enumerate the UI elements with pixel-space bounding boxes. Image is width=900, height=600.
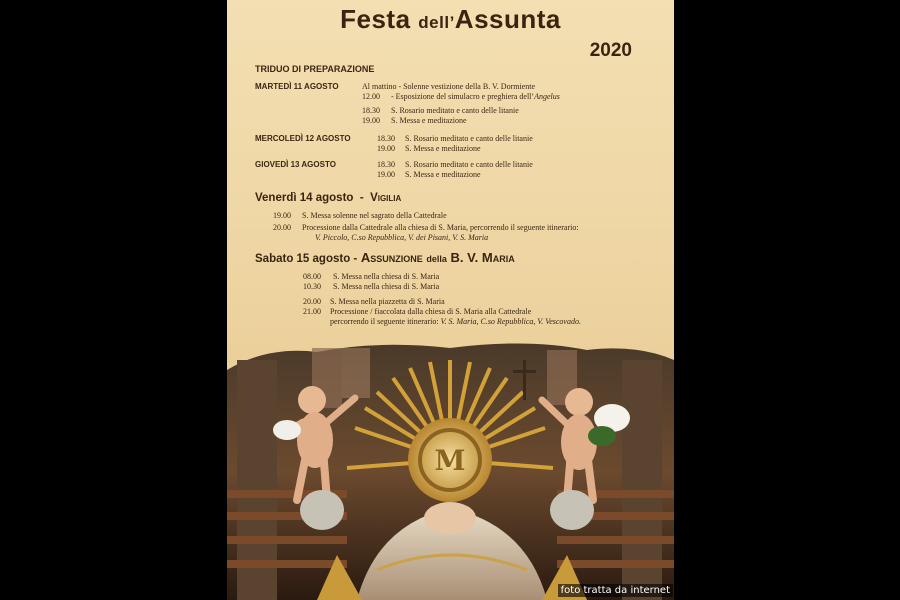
schedule-time: 18.30 — [377, 160, 395, 169]
schedule-line: S. Messa e meditazione — [405, 170, 481, 179]
schedule-time: 12.00 — [362, 92, 380, 101]
triduo-heading: TRIDUO DI PREPARAZIONE — [255, 64, 375, 74]
schedule-line: S. Messa nella chiesa di S. Maria — [333, 272, 440, 281]
schedule-time: 21.00 — [303, 307, 321, 316]
schedule-time: 20.00 — [273, 223, 291, 232]
schedule-line: percorrendo il seguente itinerario: V. S. Maria, C.so Repubblica, V. Vescovado. — [330, 317, 581, 326]
schedule-time: 08.00 — [303, 272, 321, 281]
schedule-line: S. Rosario meditato e canto delle litanie — [405, 134, 533, 143]
title-festa: Festa — [340, 4, 411, 34]
schedule-time: 18.30 — [362, 106, 380, 115]
schedule-line: - Esposizione del simulacro e preghiera dell’Angelus — [391, 92, 560, 101]
day-label-thursday: GIOVEDÌ 13 AGOSTO — [255, 160, 336, 169]
schedule-line: V. Piccolo, C.so Repubblica, V. dei Pisani, V. S. Maria — [315, 233, 489, 242]
schedule-line: S. Messa e meditazione — [405, 144, 481, 153]
title-dell: dell’ — [418, 13, 455, 32]
poster-title — [227, 4, 674, 35]
schedule-time: 19.00 — [273, 211, 291, 220]
day-label-tuesday: MARTEDÌ 11 AGOSTO — [255, 82, 339, 91]
schedule-time: 18.30 — [377, 134, 395, 143]
schedule-time: 20.00 — [303, 297, 321, 306]
madonna-dormiente-photo — [227, 340, 674, 600]
schedule-line: Al mattino - Solenne vestizione della B. V. Dormiente — [362, 82, 536, 91]
vigilia-heading: Venerdì 14 agosto - Vigilia — [255, 192, 402, 204]
schedule-line: Processione / fiaccolata dalla chiesa di S. Maria alla Cattedrale — [330, 307, 532, 316]
svg-text:M: M — [434, 444, 466, 477]
schedule-line: S. Messa solenne nel sagrato della Cattedrale — [302, 211, 447, 220]
schedule-time: 19.00 — [377, 170, 395, 179]
day-label-wednesday: MERCOLEDÌ 12 AGOSTO — [255, 134, 351, 143]
title-assunta: Assunta — [454, 4, 561, 34]
schedule-time: 19.00 — [362, 116, 380, 125]
schedule-line: Processione dalla Cattedrale alla chiesa di S. Maria, percorrendo il seguente itinerario: — [302, 223, 579, 232]
event-poster — [227, 0, 674, 600]
schedule-line: S. Messa nella piazzetta di S. Maria — [330, 297, 445, 306]
schedule-line: S. Messa nella chiesa di S. Maria — [333, 282, 440, 291]
poster-year: 2020 — [589, 40, 632, 61]
photo-credit: foto tratta da internet — [558, 584, 673, 597]
schedule-time: 19.00 — [377, 144, 395, 153]
schedule-time: 10.30 — [303, 282, 321, 291]
schedule-line: S. Messa e meditazione — [391, 116, 467, 125]
schedule-line: S. Rosario meditato e canto delle litanie — [391, 106, 519, 115]
schedule-line: S. Rosario meditato e canto delle litanie — [405, 160, 533, 169]
assunzione-heading: Sabato 15 agosto - Assunzione della B. V. Maria — [255, 250, 515, 265]
